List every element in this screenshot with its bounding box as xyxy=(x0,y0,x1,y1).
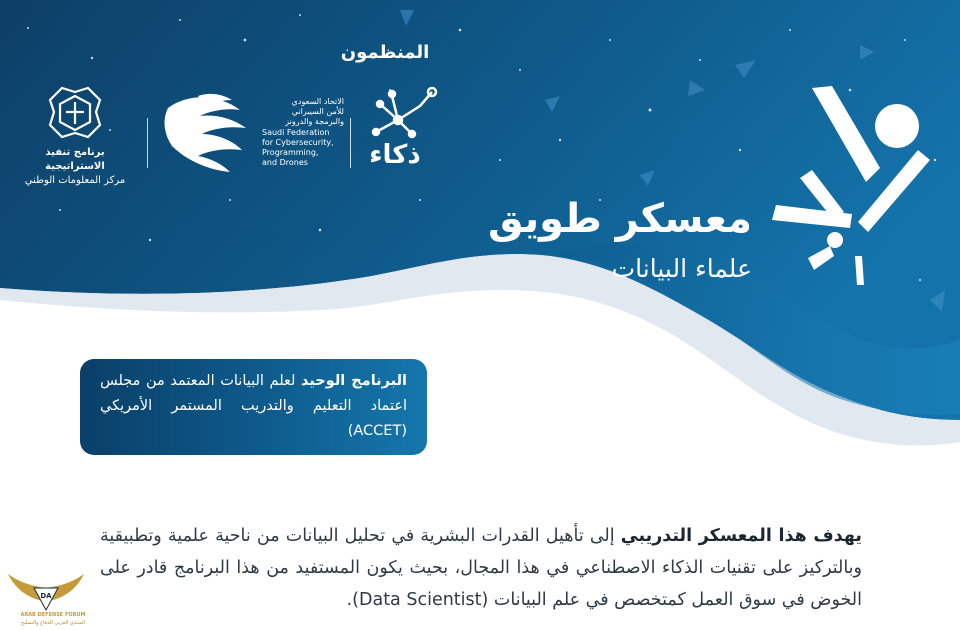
fed-ar-line-2: للأمن السيبراني xyxy=(291,107,344,116)
ncsi-logo-text xyxy=(20,146,130,188)
accreditation-callout xyxy=(80,359,427,455)
fed-en-line-1: Saudi Federation xyxy=(262,128,330,137)
fed-ar-line-3: والبرمجة والدرونز xyxy=(285,117,344,126)
federation-english-text xyxy=(262,128,344,168)
page-title: معسكر طويق xyxy=(488,196,752,242)
watermark-subtitle: المنتدى العربي للدفاع والتسليح xyxy=(20,620,86,626)
callout-bold: البرنامج الوحيد xyxy=(301,373,407,389)
description-paragraph xyxy=(100,520,862,616)
logo-divider-2 xyxy=(350,118,351,168)
federation-arabic-text xyxy=(262,97,344,127)
logo-divider-1 xyxy=(147,118,148,168)
organizers-label: المنظمون xyxy=(340,42,430,63)
fed-en-line-4: and Drones xyxy=(262,158,308,167)
ncsi-line-1: برنامج تنفيذ الاستراتيجية xyxy=(45,147,105,172)
fed-en-line-2: for Cybersecurity, xyxy=(262,138,334,147)
description-bold: يهدف هذا المعسكر التدريبي xyxy=(620,526,862,546)
fed-ar-line-1: الاتحاد السعودي xyxy=(291,97,344,106)
page-subtitle: علماء البيانات xyxy=(611,254,752,283)
ncsi-line-2: مركز المعلومات الوطني xyxy=(24,175,126,186)
watermark-badge: DA xyxy=(40,592,52,600)
fed-en-line-3: Programming, xyxy=(262,148,319,157)
thakaa-logo-word: ذكاء xyxy=(369,140,421,170)
description-text: إلى تأهيل القدرات البشرية في تحليل البيانات من ناحية علمية وتطبيقية وبالتركيز على تقنيات الذكاء الاصطناعي في هذا المجال، بحيث يكون المستفيد من هذا البرنامج قادر على الخوض في سوق العمل كمتخصص في علم البيانات (Data Scientist). xyxy=(100,526,862,610)
watermark-name: ARAB DEFENSE FORUM xyxy=(20,612,86,618)
callout-text: لعلم البيانات المعتمد من مجلس اعتماد التعليم والتدريب المستمر الأمريكي (ACCET) xyxy=(100,373,407,439)
